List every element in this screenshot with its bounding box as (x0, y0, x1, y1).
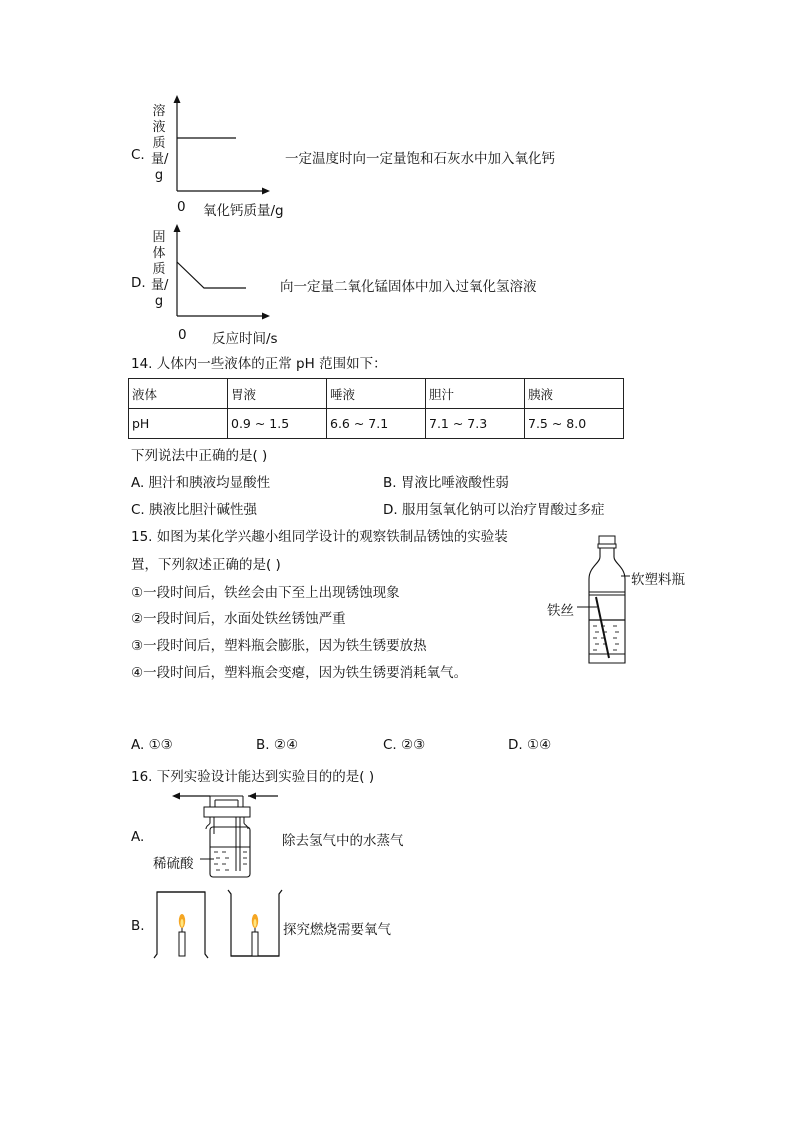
q15-option-a[interactable]: A. ①③ (131, 737, 173, 753)
q15-statement-2: ②一段时间后，水面处铁丝锈蚀严重 (131, 611, 346, 627)
ph-table-cell: 6.6 ~ 7.1 (327, 409, 426, 439)
q14-option-a[interactable]: A. 胆汁和胰液均显酸性 (131, 475, 271, 491)
ph-table-cell: 胃液 (228, 379, 327, 409)
q16-stem: 16. 下列实验设计能达到实验目的的是( ) (131, 769, 375, 785)
q15-statement-3: ③一段时间后，塑料瓶会膨胀，因为铁生锈要放热 (131, 638, 427, 654)
q16-option-b-letter: B. (131, 918, 145, 934)
q15-statement-1: ①一段时间后，铁丝会由下至上出现锈蚀现象 (131, 585, 400, 601)
q13d-origin: 0 (178, 327, 187, 343)
q15-stem-line2: 置，下列叙述正确的是( ) (131, 557, 281, 573)
q13c-description: 一定温度时向一定量饱和石灰水中加入氧化钙 (285, 151, 555, 167)
q14-option-d[interactable]: D. 服用氢氧化钠可以治疗胃酸过多症 (383, 502, 605, 518)
q13c-y-axis-label: 溶液质量/g (151, 104, 169, 183)
q15-bottle-figure (585, 535, 655, 665)
ph-table-cell: 7.1 ~ 7.3 (426, 409, 525, 439)
q13d-graph (166, 224, 276, 324)
q14-option-c[interactable]: C. 胰液比胆汁碱性强 (131, 502, 258, 518)
ph-table-cell: 唾液 (327, 379, 426, 409)
q14-stem: 14. 人体内一些液体的正常 pH 范围如下： (131, 356, 387, 372)
q13d-y-axis-label: 固体质量/g (151, 230, 169, 309)
q15-option-b[interactable]: B. ②④ (256, 737, 299, 753)
q15-bottle-label: 软塑料瓶 (631, 572, 685, 588)
ph-table-header-row (129, 379, 624, 409)
ph-table-cell: 胆汁 (426, 379, 525, 409)
q13c-origin: 0 (177, 199, 186, 215)
q16b-candles-in-beakers (151, 888, 286, 960)
q13d-description: 向一定量二氧化锰固体中加入过氧化氢溶液 (280, 279, 537, 295)
q13-option-d-letter: D. (131, 275, 146, 291)
q16a-reagent-label: 稀硫酸 (153, 856, 194, 872)
ph-table-row (129, 409, 624, 439)
q15-statement-4: ④一段时间后，塑料瓶会变瘪，因为铁生锈要消耗氧气。 (131, 665, 468, 681)
q15-wire-label: 铁丝 (547, 603, 574, 619)
iron-wire (596, 597, 609, 658)
ph-table-cell: 7.5 ~ 8.0 (525, 409, 624, 439)
ph-table (128, 378, 624, 439)
q15-option-c[interactable]: C. ②③ (383, 737, 426, 753)
q13d-x-axis-label: 反应时间/s (212, 331, 278, 347)
ph-table-cell: pH (129, 409, 228, 439)
q14-option-b[interactable]: B. 胃液比唾液酸性弱 (383, 475, 509, 491)
q15-stem-line1: 15. 如图为某化学兴趣小组同学设计的观察铁制品锈蚀的实验装 (131, 529, 508, 545)
q13c-graph (166, 95, 276, 200)
q16b-description: 探究燃烧需要氧气 (283, 922, 391, 938)
q15-option-d[interactable]: D. ①④ (508, 737, 552, 753)
q14-question: 下列说法中正确的是( ) (131, 448, 268, 464)
ph-table-cell: 液体 (129, 379, 228, 409)
q16a-description: 除去氢气中的水蒸气 (282, 833, 404, 849)
q13-option-c-letter: C. (131, 147, 145, 163)
ph-table-cell: 胰液 (525, 379, 624, 409)
ph-table-cell: 0.9 ~ 1.5 (228, 409, 327, 439)
q13c-x-axis-label: 氧化钙质量/g (203, 203, 284, 219)
q16-option-a-letter: A. (131, 829, 145, 845)
q13d-curve (177, 262, 246, 288)
